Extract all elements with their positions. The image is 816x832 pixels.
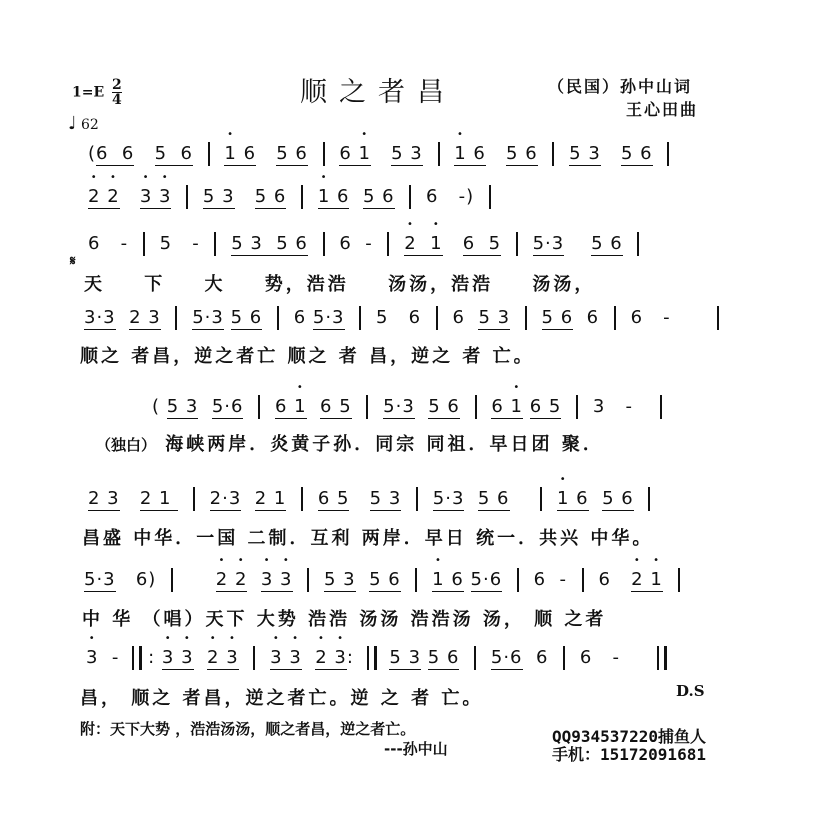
- contact-phone: 手机：15172091681: [552, 745, 706, 764]
- barline: [143, 232, 145, 256]
- lyrics-line-3: 天 下 大 势，浩浩 汤汤，浩浩 汤汤，: [84, 274, 596, 295]
- barline: [186, 185, 188, 209]
- barline: [552, 142, 554, 166]
- barline: [208, 142, 210, 166]
- note-group: 6 6: [96, 143, 135, 164]
- tempo-marking: [68, 113, 99, 134]
- final-barline: [657, 646, 667, 670]
- barline: [307, 568, 309, 592]
- lyrics-line-4: 顺之 者昌，逆之者亡 顺之 者 昌，逆之 者 亡。: [80, 346, 535, 367]
- score-line-5: ( 5 3 5·6 6 • 1 6 5 5·3 5 6 6 • 1 6 5 3 -: [152, 395, 670, 419]
- barline: [660, 395, 662, 419]
- dal-segno-mark: D.S: [676, 682, 705, 700]
- lyrics-line-8: 昌， 顺之 者昌，逆之者亡。逆 之 者 亡。: [80, 688, 484, 709]
- score-line-7: 5·3 6) • 2 • 2 • 3 • 3 5 3 5 6 • 1 6 5·6 6 - 6 • 2 • 1: [84, 568, 688, 592]
- barline: [516, 232, 518, 256]
- score-line-1: (6 6 5 6 • 1 6 5 6 6 • 1 5 3 • 1 6 5 6 5 3 5 6: [88, 142, 677, 166]
- barline: [489, 185, 491, 209]
- barline: [525, 306, 527, 330]
- score-line-4: 3·3 2 3 5·3 5 6 6 5·3 5 6 6 5 3 5 6 6 6 -: [84, 306, 727, 330]
- composer-credit: 王心田曲: [626, 100, 699, 119]
- barline: [576, 395, 578, 419]
- time-signature: [112, 78, 122, 107]
- quarter-note-icon: ♩: [68, 113, 77, 134]
- page-title: 顺之者昌: [300, 77, 456, 108]
- spoken-marker: （独白）: [96, 436, 157, 454]
- repeat-end-barline: [367, 646, 377, 670]
- barline: [582, 568, 584, 592]
- barline: [614, 306, 616, 330]
- footer-attribution: ---孙中山: [384, 740, 448, 758]
- barline: [678, 568, 680, 592]
- segno-icon: 𝄋: [70, 254, 76, 269]
- barline: [387, 232, 389, 256]
- footer-note: 附：天下大势 ，浩浩汤汤，顺之者昌，逆之者亡。: [80, 720, 416, 738]
- barline: [436, 306, 438, 330]
- score-line-3: 6 - 5 - 5 3 5 6 6 - • 2 • 1 6 5 5·3 5 6: [88, 232, 647, 256]
- repeat-start-barline: [132, 646, 142, 670]
- barline: [540, 487, 542, 511]
- time-numerator: 2: [112, 77, 122, 93]
- lyrics-text: 海峡两岸．炎黄子孙．同宗 同祖．早日团 聚．: [165, 434, 604, 455]
- barline: [637, 232, 639, 256]
- score-line-6: 2 3 2 1 2·3 2 1 6 5 5 3 5·3 5 6 • 1 6 5 6: [88, 487, 658, 511]
- barline: [359, 306, 361, 330]
- barline: [717, 306, 719, 330]
- barline: [563, 646, 565, 670]
- barline: [301, 185, 303, 209]
- barline: [323, 232, 325, 256]
- barline: [667, 142, 669, 166]
- lyrics-line-5: [96, 430, 604, 456]
- barline: [409, 185, 411, 209]
- barline: [214, 232, 216, 256]
- tempo-value: 62: [80, 117, 99, 133]
- barline: [438, 142, 440, 166]
- key-label: 1=E: [72, 84, 105, 101]
- barline: [253, 646, 255, 670]
- lyricist-credit: （民国）孙中山词: [548, 77, 693, 96]
- lyrics-line-7: 中 华 （唱）天下 大势 浩浩 汤汤 浩浩汤 汤， 顺 之者: [82, 609, 607, 630]
- barline: [323, 142, 325, 166]
- key-signature: [72, 78, 122, 107]
- barline: [366, 395, 368, 419]
- time-denominator: 4: [112, 92, 122, 108]
- barline: [171, 568, 173, 592]
- barline: [193, 487, 195, 511]
- barline: [175, 306, 177, 330]
- score-line-2: • 2 • 2 • 3 • 3 5 3 5 6 • 1 6 5 6 6 -): [88, 185, 499, 209]
- barline: [415, 568, 417, 592]
- barline: [475, 395, 477, 419]
- barline: [517, 568, 519, 592]
- barline: [474, 646, 476, 670]
- lyrics-line-6: 昌盛 中华．一国 二制．互利 两岸．早日 统一．共兴 中华。: [82, 528, 654, 549]
- barline: [277, 306, 279, 330]
- barline: [301, 487, 303, 511]
- barline: [648, 487, 650, 511]
- contact-qq: QQ934537220捕鱼人: [552, 727, 706, 746]
- score-line-8: • 3 - : • 3 • 3 • 2 • 3 • 3 • 3 • 2 • 3: 5 3 5 6 5·6 6 6 -: [86, 646, 673, 670]
- barline: [416, 487, 418, 511]
- barline: [258, 395, 260, 419]
